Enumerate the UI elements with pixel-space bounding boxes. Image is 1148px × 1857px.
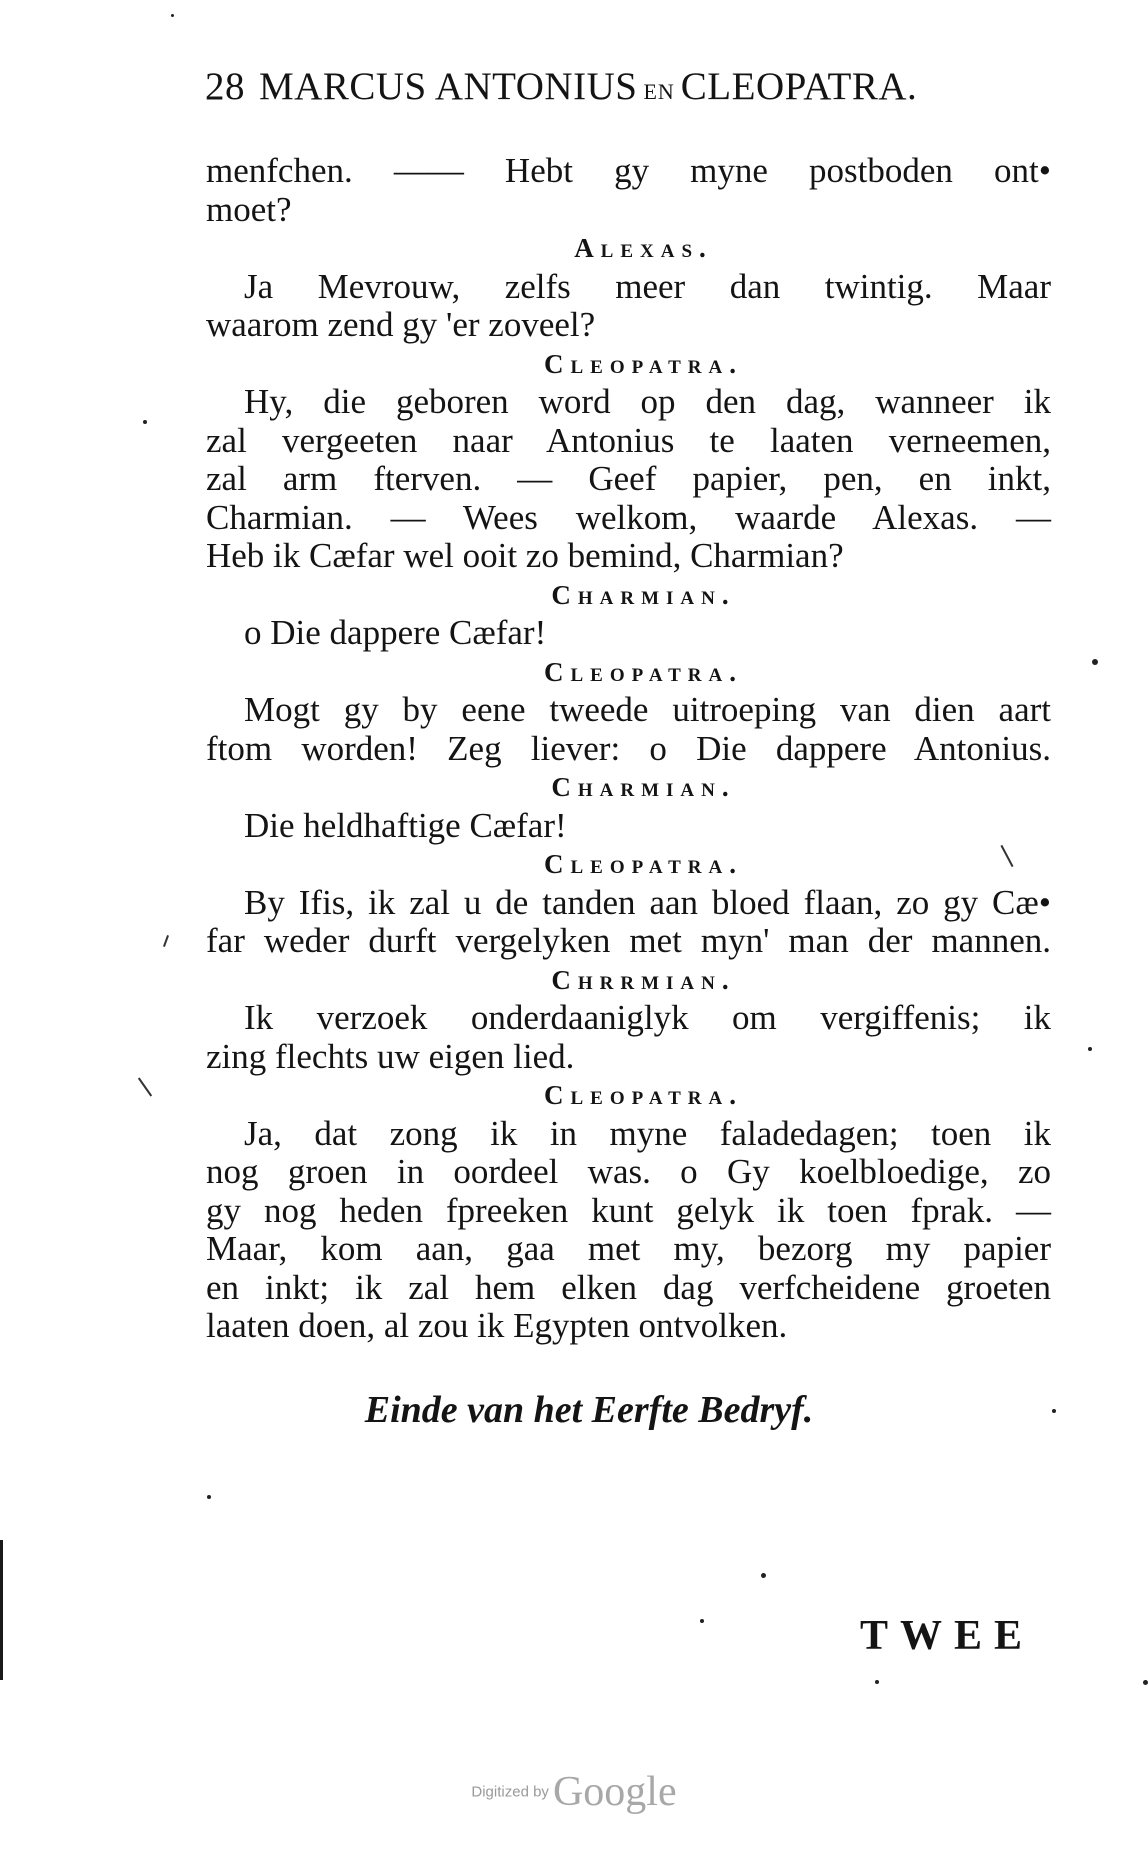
text-line: Die heldhaftige Cæfar! (244, 805, 567, 845)
text-line: moet? (206, 189, 292, 229)
scan-scratch (163, 935, 169, 947)
scan-speck (761, 1573, 766, 1578)
act-end-line: Einde van het Eerfte Bedryf. (364, 1389, 814, 1431)
play-text (206, 152, 1051, 1346)
text-line: Ja, dat zong ik in myne faladedagen; toen ik (244, 1113, 1051, 1153)
text-line: zal vergeeten naar Antonius te laaten verneemen, (206, 420, 1051, 460)
speaker-name: Cleopatra. (544, 849, 743, 879)
text-line: By Ifis, ik zal u de tanden aan bloed flaan, zo gy Cæ• (244, 882, 1051, 922)
text-line: waarom zend gy 'er zoveel? (206, 305, 596, 344)
header-title-part2: CLEOPATRA. (680, 65, 918, 108)
text-line: Heb ik Cæfar wel ooit zo bemind, Charmian? (206, 536, 844, 575)
scan-speck (1088, 1047, 1092, 1051)
scan-speck (1143, 1680, 1148, 1685)
text-line: en inkt; ik zal hem elken dag verfcheidene groeten (206, 1267, 1051, 1307)
catchword: TWEE (860, 1613, 1035, 1659)
text-line: menfchen. —— Hebt gy myne postboden ont• (206, 151, 1051, 190)
scan-speck (143, 420, 147, 424)
text-line: laaten doen, al zou ik Egypten ontvolken. (206, 1306, 788, 1345)
text-line: Hy, die geboren word op den dag, wanneer ik (244, 382, 1051, 421)
speaker-name: Charmian. (551, 579, 736, 610)
header-title-part1: MARCUS ANTONIUS (259, 65, 638, 108)
page-edge-mark (0, 1540, 3, 1680)
scan-speck (171, 14, 174, 17)
text-line: far weder durft vergelyken met myn' man der mannen. (206, 921, 1051, 960)
text-line: Charmian. — Wees welkom, waarde Alexas. — (206, 497, 1051, 537)
text-line: Mogt gy by eene tweede uitroeping van dien aart (244, 690, 1051, 729)
text-line: nog groen in oordeel was. o Gy koelbloedige, zo (206, 1152, 1051, 1191)
page-number: 28 (205, 65, 245, 108)
speaker-name: Chrrmian. (551, 964, 736, 995)
digitization-watermark (0, 1768, 1148, 1816)
text-line: Ja Mevrouw, zelfs meer dan twintig. Maar (244, 266, 1051, 306)
speaker-name: Cleopatra. (544, 656, 743, 687)
scan-speck (700, 1619, 704, 1623)
speaker-name: Alexas. (574, 233, 713, 263)
text-line: o Die dappere Cæfar! (244, 613, 547, 652)
header-title-conjunction: EN (643, 79, 675, 104)
scan-speck (207, 1495, 211, 1499)
text-line: ftom worden! Zeg liever: o Die dappere Antonius. (206, 728, 1051, 768)
running-header (205, 64, 1025, 109)
speaker-name: Cleopatra. (544, 348, 743, 379)
watermark-brand: Google (552, 1769, 677, 1815)
speaker-name: Cleopatra. (544, 1080, 743, 1110)
text-line: Maar, kom aan, gaa met my, bezorg my papier (206, 1229, 1051, 1268)
watermark-prefix: Digitized by (471, 1783, 549, 1801)
scan-speck (1092, 659, 1098, 665)
scan-speck (1052, 1409, 1056, 1413)
scan-speck (875, 1680, 879, 1684)
text-line: gy nog heden fpreeken kunt gelyk ik toen fprak. — (206, 1190, 1051, 1230)
text-line: Ik verzoek onderdaaniglyk om vergiffenis; ik (244, 998, 1051, 1037)
text-line: zing flechts uw eigen lied. (206, 1036, 575, 1076)
scan-scratch (138, 1077, 152, 1096)
text-line: zal arm fterven. — Geef papier, pen, en inkt, (206, 459, 1051, 498)
speaker-name: Charmian. (551, 772, 736, 802)
